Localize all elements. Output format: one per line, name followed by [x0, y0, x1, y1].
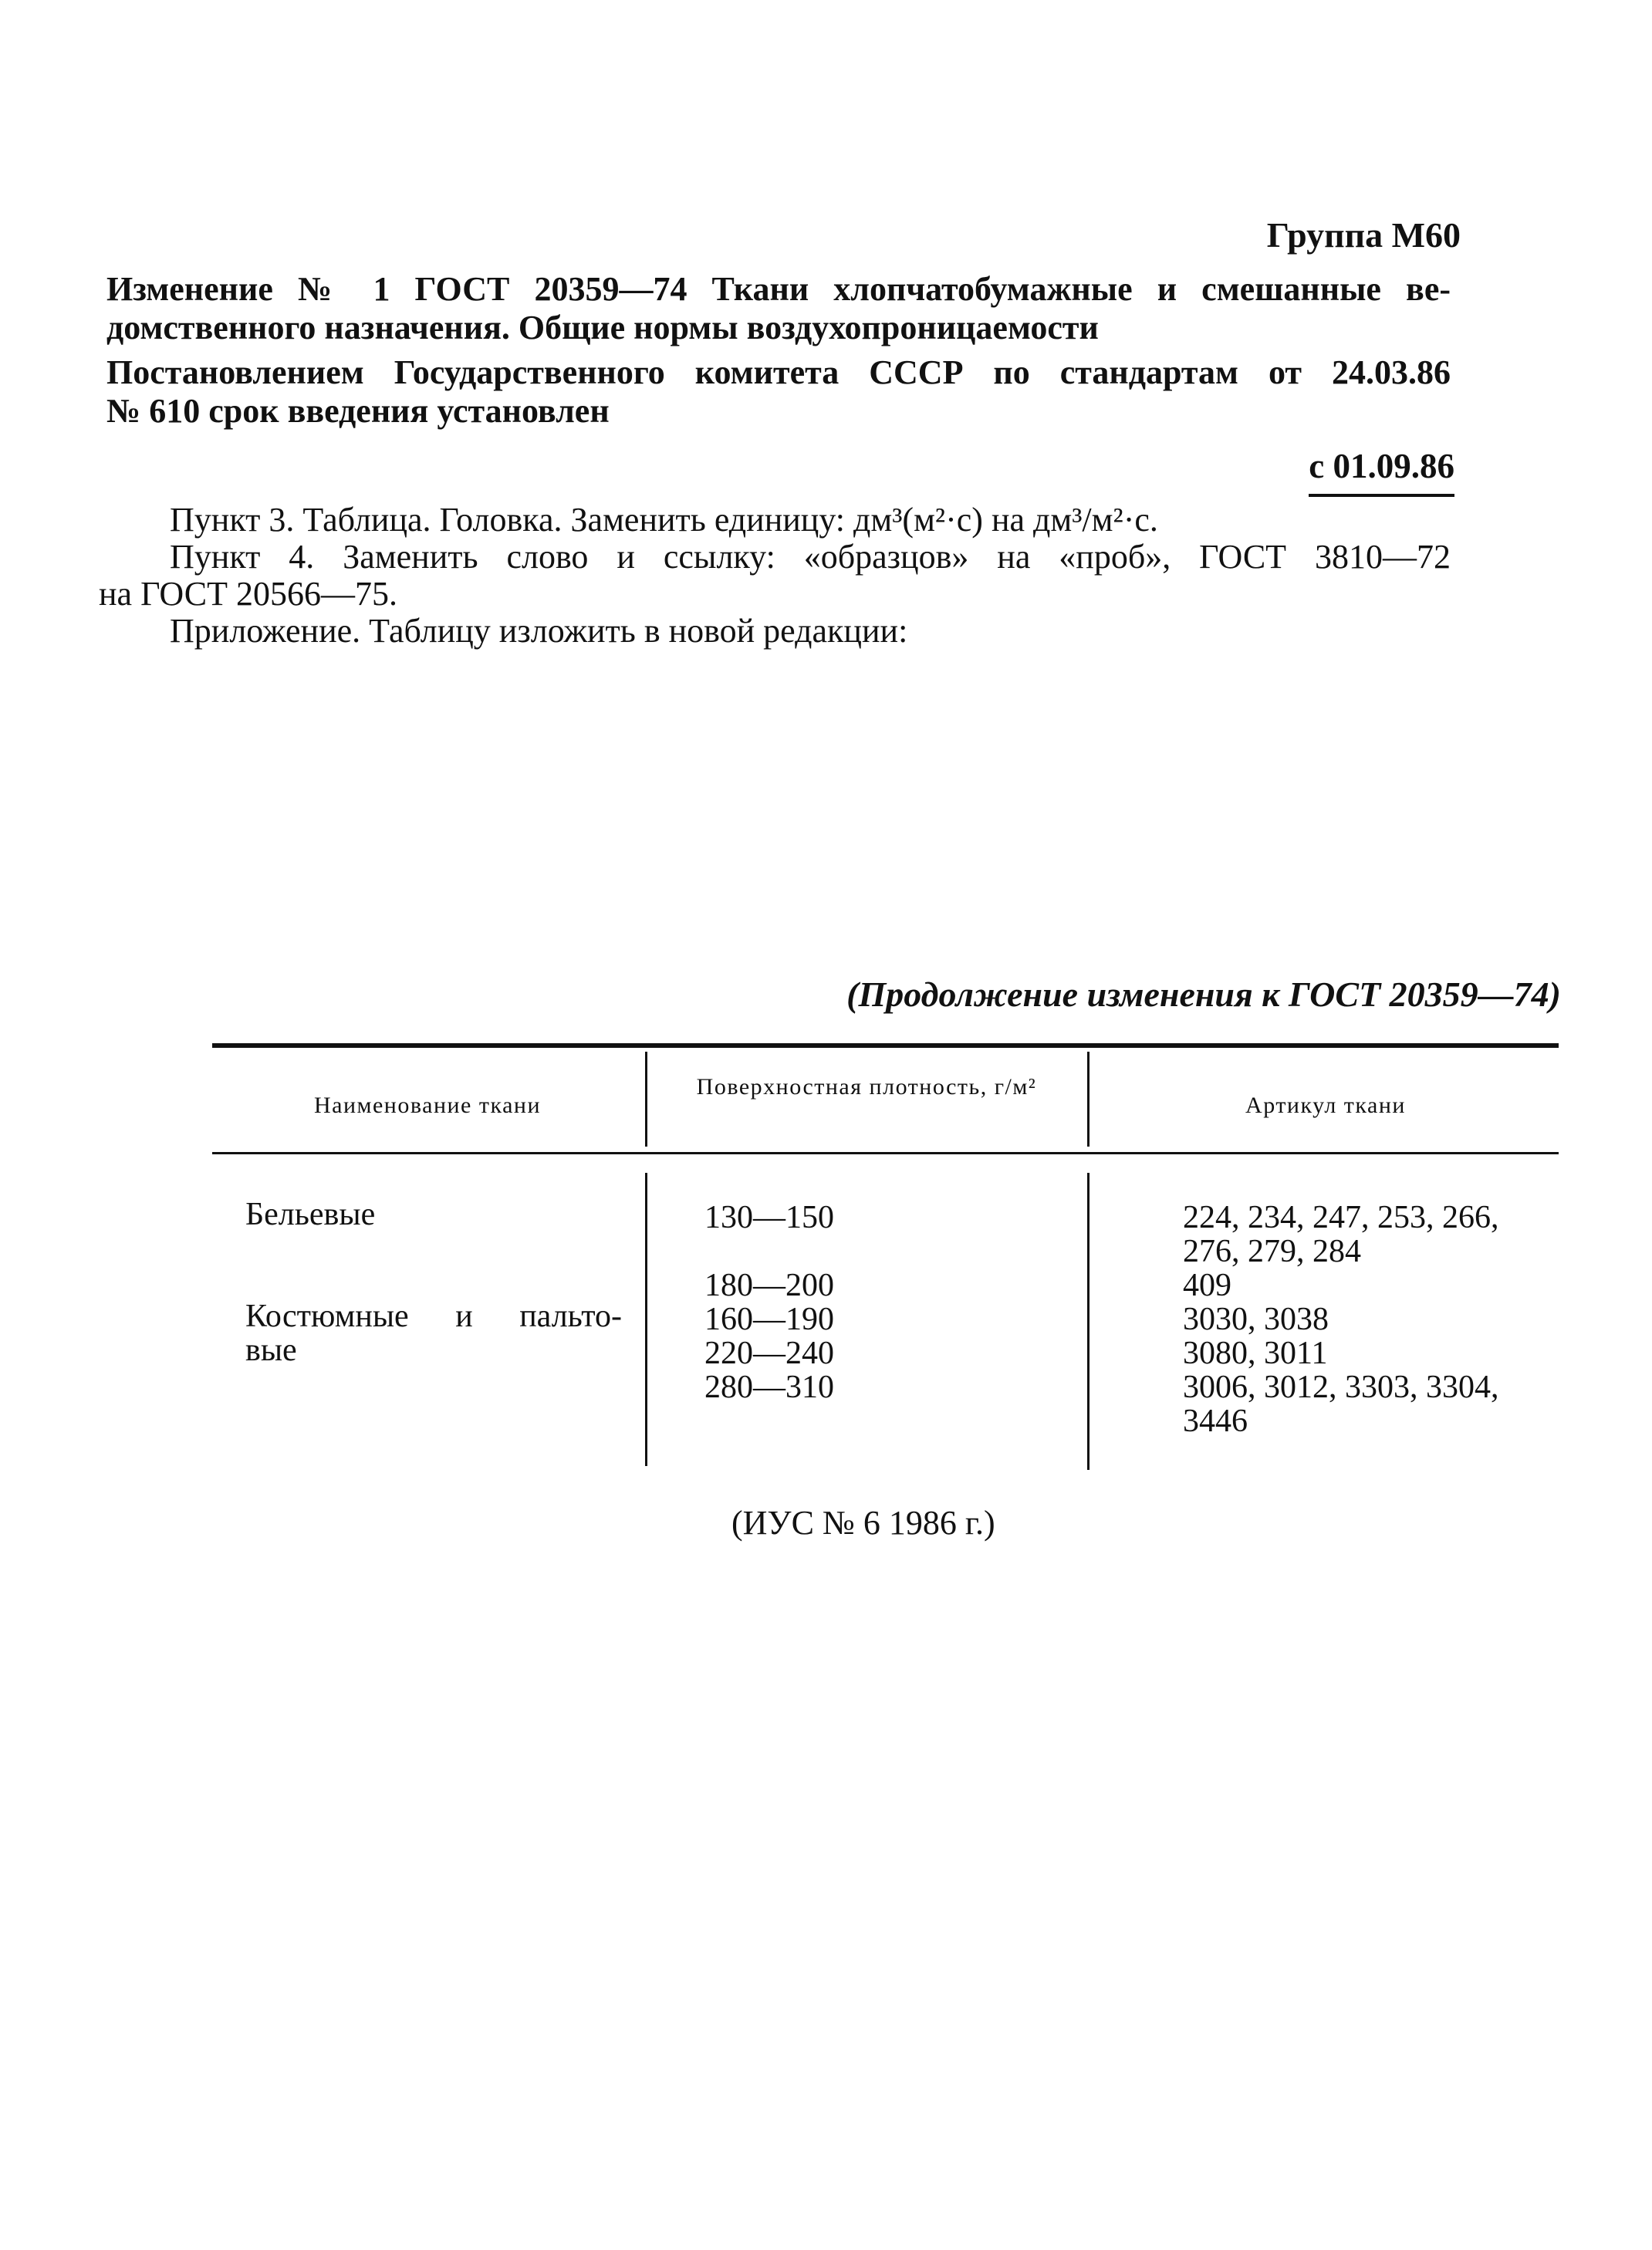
resolution-text — [106, 353, 1451, 431]
continuation-caption: (Продолжение изменения к ГОСТ 20359—74) — [846, 975, 1561, 1014]
group-code: Группа М60 — [1266, 215, 1461, 255]
column-divider — [645, 1052, 647, 1147]
change-title-line: Изменение № 1 ГОСТ 20359—74 Ткани хлопчатобумажные и смешанные ве- — [106, 270, 1451, 308]
density-cell: 130—150 — [704, 1200, 834, 1235]
article-cell — [1183, 1370, 1553, 1438]
resolution-line: Постановлением Государственного комитета СССР по стандартам от 24.03.86 — [106, 353, 1451, 391]
table-top-rule — [212, 1043, 1559, 1048]
article-cell — [1183, 1336, 1553, 1370]
body-line: Пункт 4. Заменить слово и ссылку: «образцов» на «проб», ГОСТ 3810—72 — [170, 538, 1451, 576]
effective-date: с 01.09.86 — [1309, 446, 1454, 497]
change-title — [106, 270, 1451, 347]
article-line: 276, 279, 284 — [1183, 1234, 1361, 1269]
article-line: 3030, 3038 — [1183, 1302, 1329, 1337]
article-line: 3006, 3012, 3303, 3304, — [1183, 1370, 1499, 1405]
article-line: 409 — [1183, 1268, 1231, 1303]
fabric-name-cell — [245, 1299, 622, 1367]
article-line: 224, 234, 247, 253, 266, — [1183, 1200, 1499, 1235]
density-cell: 220—240 — [704, 1336, 834, 1371]
article-line: 3080, 3011 — [1183, 1336, 1328, 1371]
change-title-line: домственного назначения. Общие нормы воздухопроницаемости — [106, 309, 1099, 346]
table-header-rule — [212, 1152, 1559, 1154]
column-divider — [1087, 1052, 1090, 1147]
density-cell: 180—200 — [704, 1268, 834, 1303]
body-line: Приложение. Таблицу изложить в новой редакции: — [170, 612, 908, 650]
density-cell: 280—310 — [704, 1370, 834, 1405]
column-divider — [1087, 1173, 1090, 1470]
header-surface-density: Поверхностная плотность, г/м² — [696, 1074, 1037, 1100]
density-cell: 160—190 — [704, 1302, 834, 1337]
article-line: 3446 — [1183, 1404, 1248, 1439]
amendment-body — [99, 502, 1451, 650]
article-cell — [1183, 1201, 1553, 1269]
resolution-line: № 610 срок введения установлен — [106, 392, 610, 430]
publication-source: (ИУС № 6 1986 г.) — [731, 1504, 995, 1542]
header-fabric-name: Наименование ткани — [313, 1093, 542, 1118]
fabric-name-line: Бельевые — [245, 1197, 376, 1232]
fabric-name-cell — [245, 1198, 375, 1231]
article-cell — [1183, 1302, 1553, 1336]
fabric-name-line: вые — [245, 1333, 297, 1368]
body-line: Пункт 3. Таблица. Головка. Заменить единицу: дм³(м²·с) на дм³/м²·с. — [170, 501, 1158, 539]
fabric-name-line: Костюмные и пальто- — [245, 1299, 622, 1334]
article-cell — [1183, 1269, 1553, 1302]
header-article: Артикул ткани — [1245, 1093, 1406, 1118]
column-divider — [645, 1173, 647, 1466]
body-line: на ГОСТ 20566—75. — [99, 575, 397, 613]
